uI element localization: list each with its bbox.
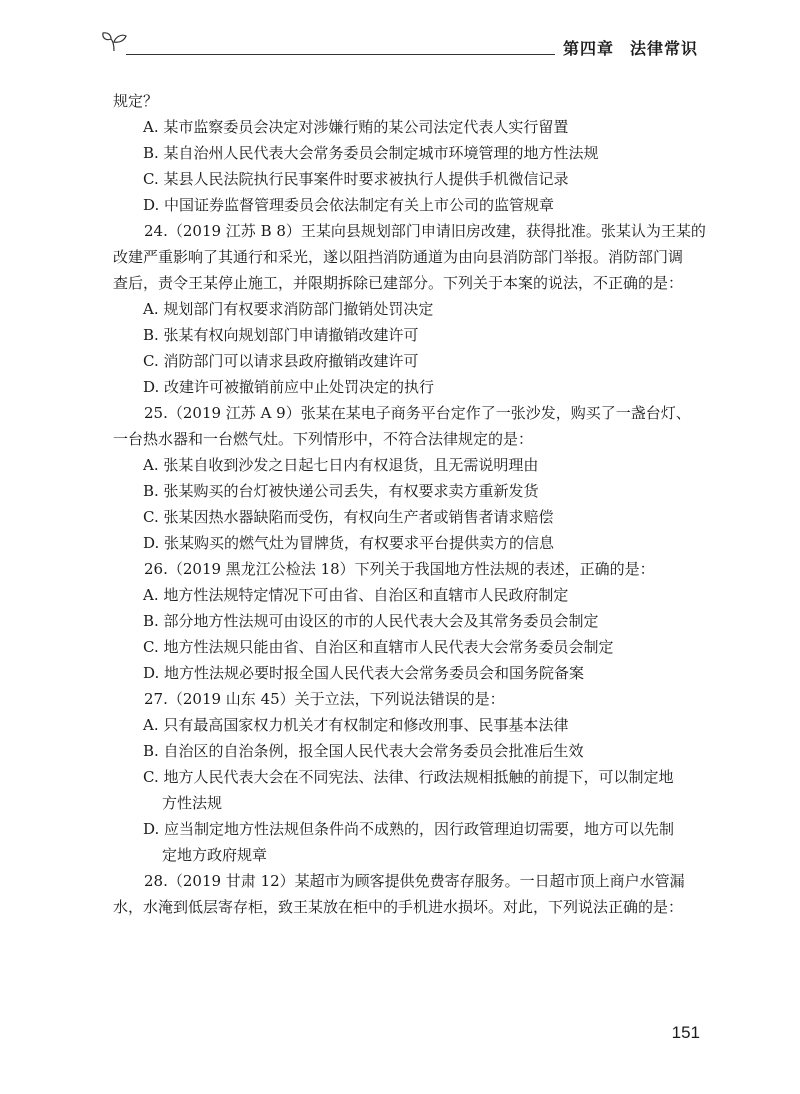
answer-option: B. 张某有权向规划部门申请撤销改建许可 — [143, 326, 419, 344]
chapter-label: 第四章 — [562, 39, 614, 58]
answer-option: C. 某县人民法院执行民事案件时要求被执行人提供手机微信记录 — [143, 170, 569, 188]
answer-option: B. 张某购买的台灯被快递公司丢失，有权要求卖方重新发货 — [143, 482, 539, 500]
answer-option: C. 张某因热水器缺陷而受伤，有权向生产者或销售者请求赔偿 — [143, 508, 554, 526]
question-stem: 27.（2019 山东 45）关于立法，下列说法错误的是： — [144, 690, 505, 708]
answer-option: A. 规划部门有权要求消防部门撤销处罚决定 — [143, 300, 434, 318]
answer-option: C. 地方性法规只能由省、自治区和直辖市人民代表大会常务委员会制定 — [143, 638, 614, 656]
text-line: 一台热水器和一台燃气灶。下列情形中，不符合法律规定的是： — [113, 430, 534, 448]
answer-option: B. 部分地方性法规可由设区的市的人民代表大会及其常务委员会制定 — [143, 612, 599, 630]
answer-option: B. 某自治州人民代表大会常务委员会制定城市环境管理的地方性法规 — [143, 144, 599, 162]
answer-option: B. 自治区的自治条例，报全国人民代表大会常务委员会批准后生效 — [143, 742, 584, 760]
answer-option: D. 改建许可被撤销前应中止处罚决定的执行 — [143, 378, 435, 396]
question-stem: 24.（2019 江苏 B 8）王某向县规划部门申请旧房改建，获得批准。张某认为王某的 — [144, 222, 706, 240]
answer-option: C. 消防部门可以请求县政府撤销改建许可 — [143, 352, 419, 370]
answer-option: A. 某市监察委员会决定对涉嫌行贿的某公司法定代表人实行留置 — [143, 118, 569, 136]
option-continuation: 方性法规 — [162, 794, 223, 812]
page-body — [113, 88, 706, 920]
page-number: 151 — [671, 1023, 700, 1042]
text-line: 水，水淹到低层寄存柜，致王某放在柜中的手机进水损坏。对此，下列说法正确的是： — [113, 898, 684, 916]
text-line: 查后，责令王某停止施工，并限期拆除已建部分。下列关于本案的说法，不正确的是： — [113, 274, 684, 292]
question-stem: 28.（2019 甘肃 12）某超市为顾客提供免费寄存服务。一日超市顶上商户水管漏 — [144, 872, 685, 890]
answer-option: D. 应当制定地方性法规但条件尚不成熟的，因行政管理迫切需要，地方可以先制 — [143, 820, 675, 838]
option-continuation: 定地方政府规章 — [162, 846, 268, 864]
answer-option: D. 中国证券监督管理委员会依法制定有关上市公司的监管规章 — [143, 196, 555, 214]
answer-option: C. 地方人民代表大会在不同宪法、法律、行政法规相抵触的前提下，可以制定地 — [143, 768, 674, 786]
question-stem: 25.（2019 江苏 A 9）张某在某电子商务平台定作了一张沙发，购买了一盏台灯、 — [144, 404, 691, 422]
answer-option: D. 地方性法规必要时报全国人民代表大会常务委员会和国务院备案 — [143, 664, 585, 682]
answer-option: D. 张某购买的燃气灶为冒牌货，有权要求平台提供卖方的信息 — [143, 534, 555, 552]
section-label: 法律常识 — [629, 39, 698, 58]
sprout-icon — [100, 30, 128, 52]
chapter-heading — [555, 36, 704, 59]
text-line: 改建严重影响了其通行和采光，遂以阻挡消防通道为由向县消防部门举报。消防部门调 — [113, 248, 684, 266]
question-stem: 26.（2019 黑龙江公检法 18）下列关于我国地方性法规的表述，正确的是： — [144, 560, 655, 578]
answer-option: A. 地方性法规特定情况下可由省、自治区和直辖市人民政府制定 — [143, 586, 569, 604]
page-header — [96, 26, 704, 66]
answer-option: A. 张某自收到沙发之日起七日内有权退货，且无需说明理由 — [143, 456, 539, 474]
answer-option: A. 只有最高国家权力机关才有权制定和修改刑事、民事基本法律 — [143, 716, 569, 734]
text-line: 规定？ — [113, 92, 159, 110]
